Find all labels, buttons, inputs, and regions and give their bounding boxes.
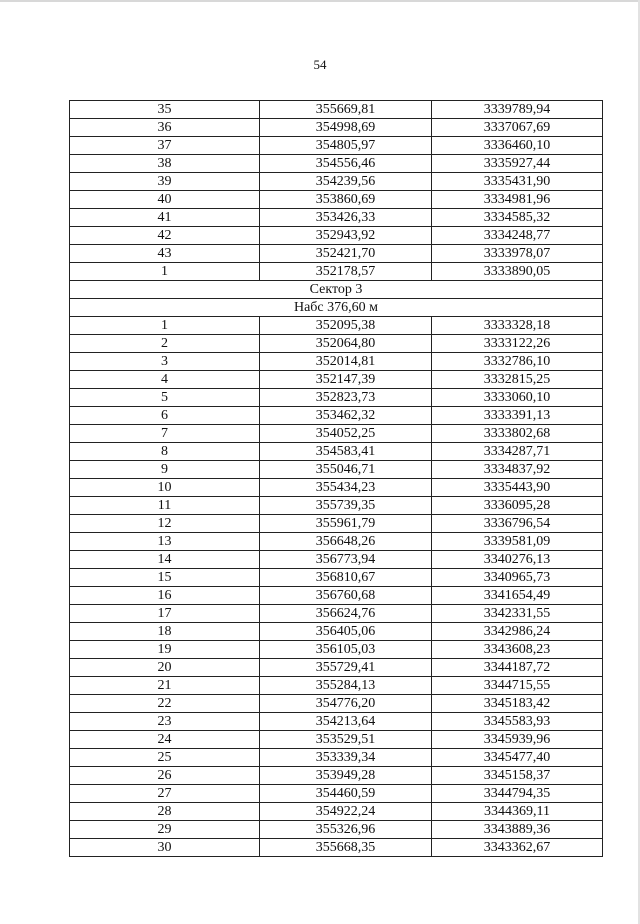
point-number-cell: 10 <box>70 479 260 497</box>
table-row <box>70 839 603 857</box>
x-coordinate-cell: 353426,33 <box>260 209 432 227</box>
x-coordinate-cell: 355739,35 <box>260 497 432 515</box>
point-number-cell: 30 <box>70 839 260 857</box>
table-row <box>70 659 603 677</box>
table-row <box>70 353 603 371</box>
point-number-cell: 2 <box>70 335 260 353</box>
x-coordinate-cell: 355668,35 <box>260 839 432 857</box>
section-header <box>70 281 603 317</box>
table-row <box>70 767 603 785</box>
point-number-cell: 14 <box>70 551 260 569</box>
table-row <box>70 641 603 659</box>
section-title-row <box>70 281 603 299</box>
point-number-cell: 24 <box>70 731 260 749</box>
x-coordinate-cell: 355326,96 <box>260 821 432 839</box>
table-row <box>70 119 603 137</box>
y-coordinate-cell: 3333391,13 <box>432 407 603 425</box>
point-number-cell: 35 <box>70 101 260 119</box>
y-coordinate-cell: 3336796,54 <box>432 515 603 533</box>
x-coordinate-cell: 354460,59 <box>260 785 432 803</box>
point-number-cell: 5 <box>70 389 260 407</box>
point-number-cell: 18 <box>70 623 260 641</box>
y-coordinate-cell: 3333802,68 <box>432 425 603 443</box>
table-row <box>70 713 603 731</box>
table-row <box>70 227 603 245</box>
y-coordinate-cell: 3344369,11 <box>432 803 603 821</box>
point-number-cell: 6 <box>70 407 260 425</box>
table-row <box>70 803 603 821</box>
point-number-cell: 16 <box>70 587 260 605</box>
y-coordinate-cell: 3332815,25 <box>432 371 603 389</box>
x-coordinate-cell: 355961,79 <box>260 515 432 533</box>
table-row <box>70 515 603 533</box>
table-row <box>70 155 603 173</box>
table-row <box>70 821 603 839</box>
y-coordinate-cell: 3333890,05 <box>432 263 603 281</box>
point-number-cell: 26 <box>70 767 260 785</box>
y-coordinate-cell: 3343608,23 <box>432 641 603 659</box>
y-coordinate-cell: 3335431,90 <box>432 173 603 191</box>
y-coordinate-cell: 3334248,77 <box>432 227 603 245</box>
point-number-cell: 28 <box>70 803 260 821</box>
x-coordinate-cell: 352147,39 <box>260 371 432 389</box>
x-coordinate-cell: 353462,32 <box>260 407 432 425</box>
table-row <box>70 137 603 155</box>
point-number-cell: 21 <box>70 677 260 695</box>
x-coordinate-cell: 355729,41 <box>260 659 432 677</box>
table-row <box>70 479 603 497</box>
table-row <box>70 569 603 587</box>
x-coordinate-cell: 352064,80 <box>260 335 432 353</box>
y-coordinate-cell: 3332786,10 <box>432 353 603 371</box>
y-coordinate-cell: 3340965,73 <box>432 569 603 587</box>
x-coordinate-cell: 352823,73 <box>260 389 432 407</box>
point-number-cell: 43 <box>70 245 260 263</box>
table-row <box>70 425 603 443</box>
x-coordinate-cell: 354776,20 <box>260 695 432 713</box>
table-row <box>70 587 603 605</box>
table-row <box>70 605 603 623</box>
table-row <box>70 533 603 551</box>
point-number-cell: 20 <box>70 659 260 677</box>
point-number-cell: 17 <box>70 605 260 623</box>
table-row <box>70 335 603 353</box>
table-row <box>70 677 603 695</box>
x-coordinate-cell: 353949,28 <box>260 767 432 785</box>
y-coordinate-cell: 3333978,07 <box>432 245 603 263</box>
point-number-cell: 27 <box>70 785 260 803</box>
y-coordinate-cell: 3333060,10 <box>432 389 603 407</box>
table-row <box>70 731 603 749</box>
coordinates-table <box>69 100 603 857</box>
x-coordinate-cell: 354583,41 <box>260 443 432 461</box>
point-number-cell: 11 <box>70 497 260 515</box>
table-row <box>70 407 603 425</box>
x-coordinate-cell: 356405,06 <box>260 623 432 641</box>
x-coordinate-cell: 352178,57 <box>260 263 432 281</box>
y-coordinate-cell: 3337067,69 <box>432 119 603 137</box>
table-row <box>70 173 603 191</box>
point-number-cell: 38 <box>70 155 260 173</box>
y-coordinate-cell: 3345477,40 <box>432 749 603 767</box>
table-body-after <box>70 317 603 857</box>
point-number-cell: 37 <box>70 137 260 155</box>
point-number-cell: 7 <box>70 425 260 443</box>
y-coordinate-cell: 3334287,71 <box>432 443 603 461</box>
table-row <box>70 389 603 407</box>
x-coordinate-cell: 353529,51 <box>260 731 432 749</box>
x-coordinate-cell: 354239,56 <box>260 173 432 191</box>
point-number-cell: 13 <box>70 533 260 551</box>
y-coordinate-cell: 3342986,24 <box>432 623 603 641</box>
table-row <box>70 461 603 479</box>
point-number-cell: 36 <box>70 119 260 137</box>
table-row <box>70 785 603 803</box>
y-coordinate-cell: 3336460,10 <box>432 137 603 155</box>
point-number-cell: 25 <box>70 749 260 767</box>
y-coordinate-cell: 3339581,09 <box>432 533 603 551</box>
section-title: Сектор 3 <box>70 281 603 299</box>
table-row <box>70 371 603 389</box>
x-coordinate-cell: 355284,13 <box>260 677 432 695</box>
x-coordinate-cell: 355434,23 <box>260 479 432 497</box>
y-coordinate-cell: 3344794,35 <box>432 785 603 803</box>
table-row <box>70 245 603 263</box>
section-subtitle: Набс 376,60 м <box>70 299 603 317</box>
point-number-cell: 4 <box>70 371 260 389</box>
table-row <box>70 623 603 641</box>
y-coordinate-cell: 3343889,36 <box>432 821 603 839</box>
x-coordinate-cell: 356810,67 <box>260 569 432 587</box>
y-coordinate-cell: 3343362,67 <box>432 839 603 857</box>
y-coordinate-cell: 3334585,32 <box>432 209 603 227</box>
point-number-cell: 23 <box>70 713 260 731</box>
y-coordinate-cell: 3333328,18 <box>432 317 603 335</box>
point-number-cell: 1 <box>70 263 260 281</box>
table-row <box>70 101 603 119</box>
point-number-cell: 29 <box>70 821 260 839</box>
y-coordinate-cell: 3334837,92 <box>432 461 603 479</box>
point-number-cell: 42 <box>70 227 260 245</box>
x-coordinate-cell: 355669,81 <box>260 101 432 119</box>
table-row <box>70 497 603 515</box>
x-coordinate-cell: 354805,97 <box>260 137 432 155</box>
table-row <box>70 263 603 281</box>
point-number-cell: 1 <box>70 317 260 335</box>
y-coordinate-cell: 3340276,13 <box>432 551 603 569</box>
point-number-cell: 12 <box>70 515 260 533</box>
point-number-cell: 9 <box>70 461 260 479</box>
y-coordinate-cell: 3341654,49 <box>432 587 603 605</box>
y-coordinate-cell: 3333122,26 <box>432 335 603 353</box>
table-row <box>70 191 603 209</box>
x-coordinate-cell: 352095,38 <box>260 317 432 335</box>
x-coordinate-cell: 356760,68 <box>260 587 432 605</box>
page-number: 54 <box>313 57 327 72</box>
table-row <box>70 551 603 569</box>
x-coordinate-cell: 354998,69 <box>260 119 432 137</box>
x-coordinate-cell: 354052,25 <box>260 425 432 443</box>
point-number-cell: 39 <box>70 173 260 191</box>
x-coordinate-cell: 353339,34 <box>260 749 432 767</box>
section-subtitle-row <box>70 299 603 317</box>
x-coordinate-cell: 356105,03 <box>260 641 432 659</box>
x-coordinate-cell: 352421,70 <box>260 245 432 263</box>
y-coordinate-cell: 3345939,96 <box>432 731 603 749</box>
point-number-cell: 22 <box>70 695 260 713</box>
y-coordinate-cell: 3345183,42 <box>432 695 603 713</box>
page-top-edge <box>0 0 640 2</box>
table-row <box>70 695 603 713</box>
y-coordinate-cell: 3344187,72 <box>432 659 603 677</box>
table-row <box>70 317 603 335</box>
point-number-cell: 40 <box>70 191 260 209</box>
x-coordinate-cell: 352014,81 <box>260 353 432 371</box>
point-number-cell: 41 <box>70 209 260 227</box>
x-coordinate-cell: 353860,69 <box>260 191 432 209</box>
point-number-cell: 15 <box>70 569 260 587</box>
y-coordinate-cell: 3335927,44 <box>432 155 603 173</box>
x-coordinate-cell: 352943,92 <box>260 227 432 245</box>
x-coordinate-cell: 355046,71 <box>260 461 432 479</box>
x-coordinate-cell: 354213,64 <box>260 713 432 731</box>
x-coordinate-cell: 354556,46 <box>260 155 432 173</box>
x-coordinate-cell: 356773,94 <box>260 551 432 569</box>
x-coordinate-cell: 354922,24 <box>260 803 432 821</box>
y-coordinate-cell: 3334981,96 <box>432 191 603 209</box>
y-coordinate-cell: 3339789,94 <box>432 101 603 119</box>
y-coordinate-cell: 3345158,37 <box>432 767 603 785</box>
y-coordinate-cell: 3344715,55 <box>432 677 603 695</box>
y-coordinate-cell: 3336095,28 <box>432 497 603 515</box>
y-coordinate-cell: 3342331,55 <box>432 605 603 623</box>
point-number-cell: 19 <box>70 641 260 659</box>
table-body-before <box>70 101 603 281</box>
point-number-cell: 3 <box>70 353 260 371</box>
y-coordinate-cell: 3335443,90 <box>432 479 603 497</box>
table-row <box>70 209 603 227</box>
table-row <box>70 443 603 461</box>
point-number-cell: 8 <box>70 443 260 461</box>
x-coordinate-cell: 356648,26 <box>260 533 432 551</box>
table-row <box>70 749 603 767</box>
x-coordinate-cell: 356624,76 <box>260 605 432 623</box>
y-coordinate-cell: 3345583,93 <box>432 713 603 731</box>
